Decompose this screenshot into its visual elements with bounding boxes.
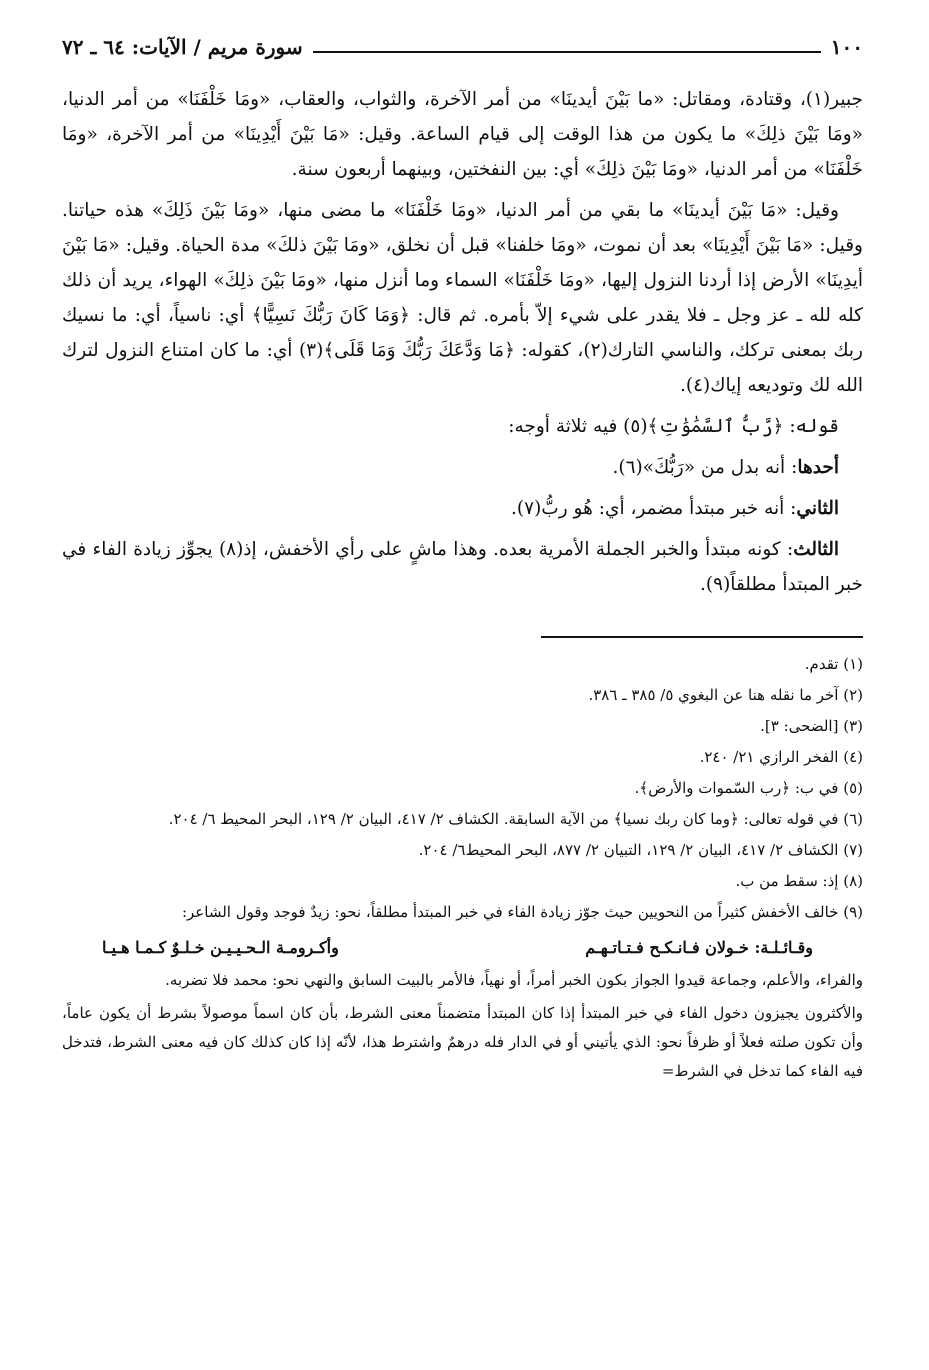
paragraph-6-text: : كونه مبتدأ والخبر الجملة الأمرية بعده. وهذا ماشٍ على رأي الأخفش، إذ(٨) يجوِّز زيادة الفاء في خبر المبتدأ مطلقاً(٩).	[62, 539, 863, 595]
footnote-3: (٣) [الضحى: ٣].	[760, 717, 863, 735]
footnote-9: (٩) خالف الأخفش كثيراً من النحويين حيث جوّز زيادة الفاء في خبر المبتدأ مطلقاً، نحو: زيدٌ فوجد وقول الشاعر:	[181, 903, 863, 921]
footnote-1: (١) تقدم.	[804, 655, 863, 673]
poetry-verse	[102, 933, 813, 962]
footnotes	[62, 650, 863, 1086]
main-text	[62, 82, 863, 602]
label-first: أحدها	[797, 457, 839, 478]
page-header	[62, 28, 863, 66]
paragraph-2: وقيل: «مَا بَيْنَ أيدينَا» ما بقي من أمر الدنيا، «ومَا خَلْفَنَا» ما مضى منها، «ومَا بَيْنَ ذَلِكَ» هذه حياتنا. وقيل: «مَا بَيْنَ أَيْدِينَا» بعد أن نموت، «ومَا خلفنا» قبل أن نخلق، «ومَا بَيْنَ ذلكَ» مدة الحياة. وقيل: «مَا بَيْنَ أيدِينَا» الأرض إذا أردنا النزول إليها، «ومَا خَلْفَنَا» السماء وما أنزل منها، «ومَا بَيْنَ ذلِكَ» الهواء، يريد أن ذلك كله لله ـ عز وجل ـ فلا يقدر على شيء إلاّ بأمره. ثم قال: ﴿وَمَا كَانَ رَبُّكَ نَسِيًّا﴾ أي: ناسياً، أي: ما نسيك ربك بمعنى تركك، والناسي التارك(٢)، كقوله: ﴿مَا وَدَّعَكَ رَبُّكَ وَمَا قَلَى﴾(٣) أي: ما كان امتناع النزول لترك الله لك وتوديعه إياك(٤).	[62, 200, 863, 396]
footnote-9-continuation-1: والفراء، والأعلم، وجماعة قيدوا الجواز بكون الخبر أمراً، أو نهياً، فالأمر بالبيت السابق والنهي نحو: محمد فلا تضربه.	[165, 971, 863, 989]
paragraph-4	[62, 450, 863, 485]
footnote-divider	[541, 636, 863, 638]
footnote-2: (٢) آخر ما نقله هنا عن البغوي ٥/ ٣٨٥ ـ ٣٨٦.	[588, 686, 863, 704]
verse-first-hemistich: وقـائـلـة: خـولان فـانـكـح فـتـاتـهـم	[585, 938, 813, 957]
footnote-9-continuation-2: والأكثرون يجيزون دخول الفاء في خبر المبتدأ إذا كان المبتدأ متضمناً معنى الشرط، بأن كان اسماً موصولاً بشرط أن يكون عاماً، وأن تكون صلته فعلاً أو ظرفاً نحو: الذي يأتيني أو في الدار فله درهمٌ واشترط هذا، لأنّه إذا كان كذلك كان فيه معنى الشرط، فتدخل فيه الفاء كما تدخل في الشرط=	[62, 1004, 863, 1080]
paragraph-3: قوله: ﴿رَّبُّ ٱلسَّمَٰوَٰتِ﴾(٥) فيه ثلاثة أوجه:	[508, 416, 839, 437]
footnote-4: (٤) الفخر الرازي ٢١/ ٢٤٠.	[699, 748, 863, 766]
footnote-8: (٨) إذ: سقط من ب.	[735, 872, 863, 890]
paragraph-5	[62, 491, 863, 526]
page-number: ١٠٠	[830, 35, 863, 59]
label-second: الثاني	[796, 498, 839, 519]
header-rule	[313, 51, 821, 53]
footnote-7: (٧) الكشاف ٢/ ٤١٧، البيان ٢/ ١٢٩، التبيان ٢/ ٨٧٧، البحر المحيط٦/ ٢٠٤.	[418, 841, 863, 859]
paragraph-6	[62, 532, 863, 602]
label-third: الثالث	[793, 539, 839, 560]
footnote-5: (٥) في ب: ﴿رب السّموات والأرض﴾.	[634, 779, 863, 797]
running-title: سورة مريم / الآيات: ٦٤ ـ ٧٢	[62, 35, 303, 59]
book-page	[62, 28, 863, 1350]
paragraph-1: جبير(١)، وقتادة، ومقاتل: «ما بَيْنَ أيدينَا» من أمر الآخرة، والثواب، والعقاب، «ومَا خَلْفَنَا» من أمر الدنيا، «ومَا بَيْنَ ذلِكَ» ما يكون من هذا الوقت إلى قيام الساعة. وقيل: «مَا بَيْنَ أَيْدِينَا» من أمر الآخرة، «ومَا خَلْفَنَا» من أمر الدنيا، «ومَا بَيْنَ ذلِكَ» أي: بين النفختين، وبينهما أربعون سنة.	[62, 89, 863, 180]
paragraph-4-text: : أنه بدل من «رَبُّكَ»(٦).	[612, 457, 798, 478]
footnote-6: (٦) في قوله تعالى: ﴿وما كان ربك نسيا﴾ من الآية السابقة. الكشاف ٢/ ٤١٧، البيان ٢/ ١٢٩، البحر المحيط ٦/ ٢٠٤.	[168, 810, 863, 828]
paragraph-5-text: : أنه خبر مبتدأ مضمر، أي: هُو ربُّ(٧).	[511, 498, 797, 519]
verse-second-hemistich: وأكـرومـة الـحـيـيـن خـلـوٌ كـمـا هـيـا	[102, 938, 339, 957]
